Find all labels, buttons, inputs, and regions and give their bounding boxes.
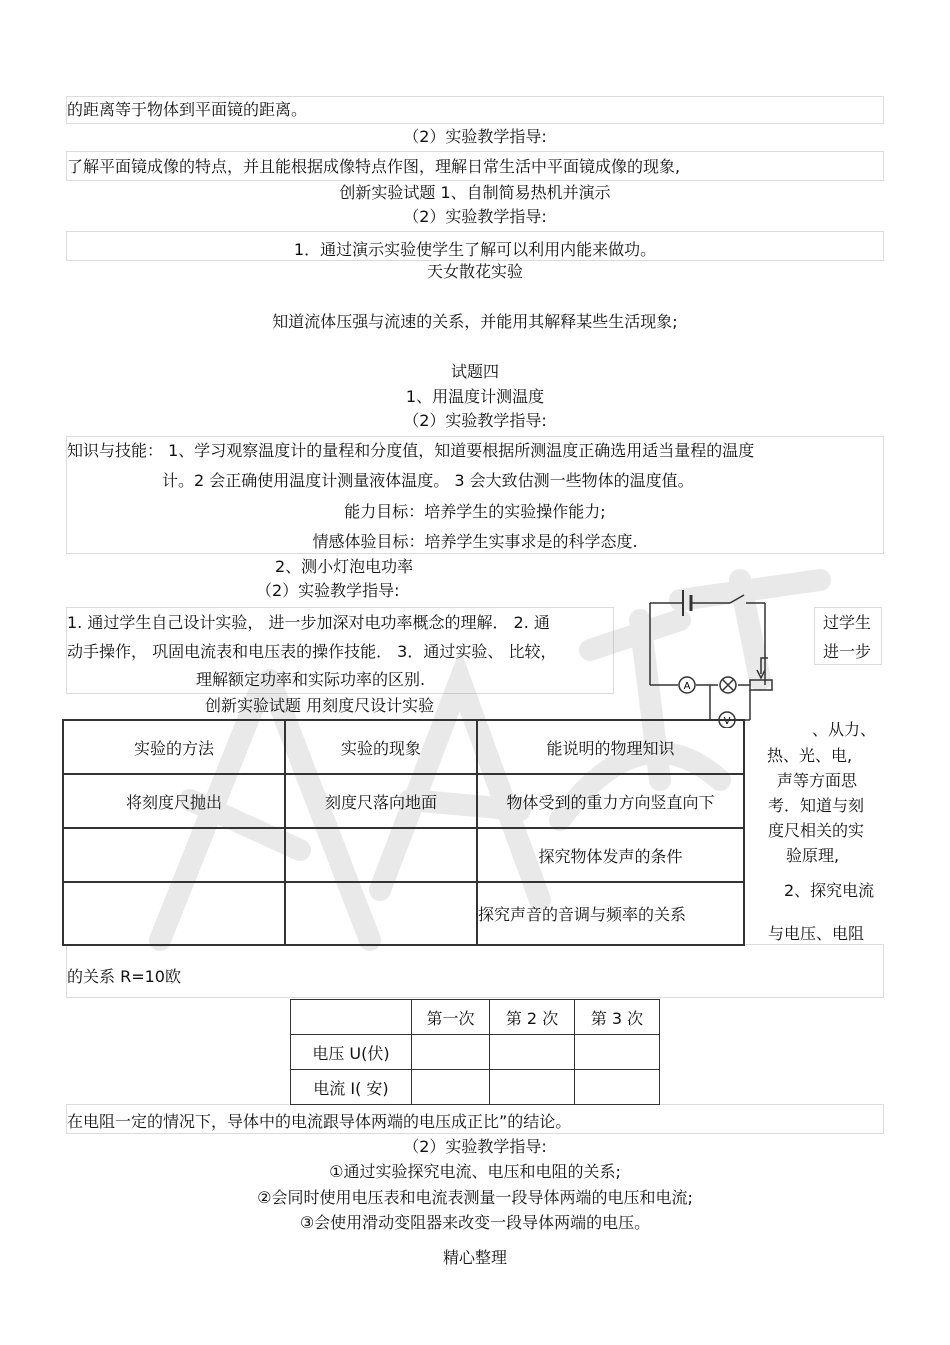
table-cell [285, 882, 477, 945]
side-text: 度尺相关的实 [768, 821, 865, 840]
table-cell: 电流 I( 安) [291, 1070, 412, 1105]
side-text: 2、探究电流 [784, 881, 875, 900]
table-cell [575, 1035, 660, 1070]
table-cell: 探究声音的音调与频率的关系 [477, 882, 744, 945]
table-header-cell: 第 2 次 [490, 1000, 575, 1035]
section-heading: （2）实验教学指导: [256, 581, 400, 600]
table-row [291, 1035, 660, 1070]
side-text: 声等方面思 [777, 771, 858, 790]
text-line: 动手操作， 巩固电流表和电压表的操作技能． 3．通过实验、 比较， [67, 642, 557, 661]
text-line: 在电阻一定的情况下，导体中的电流跟导体两端的电压成正比”的结论。 [67, 1112, 572, 1131]
voltage-current-table [290, 999, 660, 1105]
text-line: 知道流体压强与流速的关系，并能用其解释某些生活现象; [272, 312, 678, 331]
table-header-cell [291, 1000, 412, 1035]
table-row [63, 774, 744, 828]
side-text: 验原理, [786, 846, 840, 865]
side-text: 过学生 [823, 613, 872, 632]
text-line: 情感体验目标：培养学生实事求是的科学态度. [312, 532, 638, 551]
side-text: 考．知道与刻 [768, 796, 865, 815]
section-heading: 天女散花实验 [426, 262, 523, 281]
text-line: 1. 通过学生自己设计实验， 进一步加深对电功率概念的理解． 2. 通 [67, 613, 550, 632]
table-cell [63, 882, 285, 945]
table-cell: 将刻度尺抛出 [63, 774, 285, 828]
table-header-cell: 第一次 [412, 1000, 490, 1035]
table-header-cell: 实验的方法 [63, 720, 285, 774]
circuit-diagram [640, 578, 800, 728]
ruler-experiment-table [62, 719, 745, 946]
table-header-cell: 第 3 次 [575, 1000, 660, 1035]
table-header-cell: 能说明的物理知识 [477, 720, 744, 774]
text-line: 理解额定功率和实际功率的区别. [196, 670, 426, 689]
section-heading: 创新实验试题 用刻度尺设计实验 [205, 696, 435, 715]
section-heading: （2）实验教学指导: [403, 127, 547, 146]
section-heading: 1、用温度计测温度 [405, 387, 545, 406]
text-line: 1．通过演示实验使学生了解可以利用内能来做功。 [293, 240, 657, 259]
section-heading: 2、测小灯泡电功率 [275, 557, 414, 576]
table-row [63, 882, 744, 945]
table-cell: 刻度尺落向地面 [285, 774, 477, 828]
table-cell: 探究物体发声的条件 [477, 828, 744, 882]
table-cell [63, 828, 285, 882]
table-header-row [291, 1000, 660, 1035]
side-text: 与电压、电阻 [768, 924, 865, 943]
table-cell [412, 1035, 490, 1070]
table-cell [490, 1070, 575, 1105]
table-cell: 电压 U(伏) [291, 1035, 412, 1070]
table-row [291, 1070, 660, 1105]
text-line: 计。2 会正确使用温度计测量液体温度。 3 会大致估测一些物体的温度值。 [162, 471, 694, 490]
text-line: 的关系 R=10欧 [67, 967, 181, 986]
table-cell [285, 828, 477, 882]
page-footer: 精心整理 [442, 1248, 507, 1267]
section-heading: （2）实验教学指导: [403, 1137, 547, 1156]
ammeter-label: A [683, 681, 691, 692]
table-cell [412, 1070, 490, 1105]
text-box [66, 944, 884, 998]
table-cell [490, 1035, 575, 1070]
table-cell: 物体受到的重力方向竖直向下 [477, 774, 744, 828]
text-line: 知识与技能： 1、学习观察温度计的量程和分度值，知道要根据所测温度正确选用适当量程的温度 [67, 441, 755, 460]
table-cell [575, 1070, 660, 1105]
text-line: 了解平面镜成像的特点，并且能根据成像特点作图，理解日常生活中平面镜成像的现象, [67, 157, 681, 176]
text-line: 能力目标：培养学生的实验操作能力; [344, 502, 606, 521]
text-line: ②会同时使用电压表和电流表测量一段导体两端的电压和电流; [257, 1188, 693, 1207]
section-heading: （2）实验教学指导: [403, 207, 547, 226]
table-header-row [63, 720, 744, 774]
section-heading: （2）实验教学指导: [403, 411, 547, 430]
voltmeter-label: V [723, 716, 731, 727]
text-line: ③会使用滑动变阻器来改变一段导体两端的电压。 [299, 1213, 651, 1232]
section-heading: 试题四 [450, 362, 499, 381]
side-text: 热、光、电, [767, 746, 853, 765]
text-line: 的距离等于物体到平面镜的距离。 [67, 100, 308, 119]
table-header-cell: 实验的现象 [285, 720, 477, 774]
table-row [63, 828, 744, 882]
text-line: ①通过实验探究电流、电压和电阻的关系; [329, 1162, 621, 1181]
section-heading: 创新实验试题 1、自制简易热机并演示 [339, 183, 611, 202]
side-text: 进一步 [823, 642, 872, 661]
side-text: 、从力、 [812, 720, 877, 739]
